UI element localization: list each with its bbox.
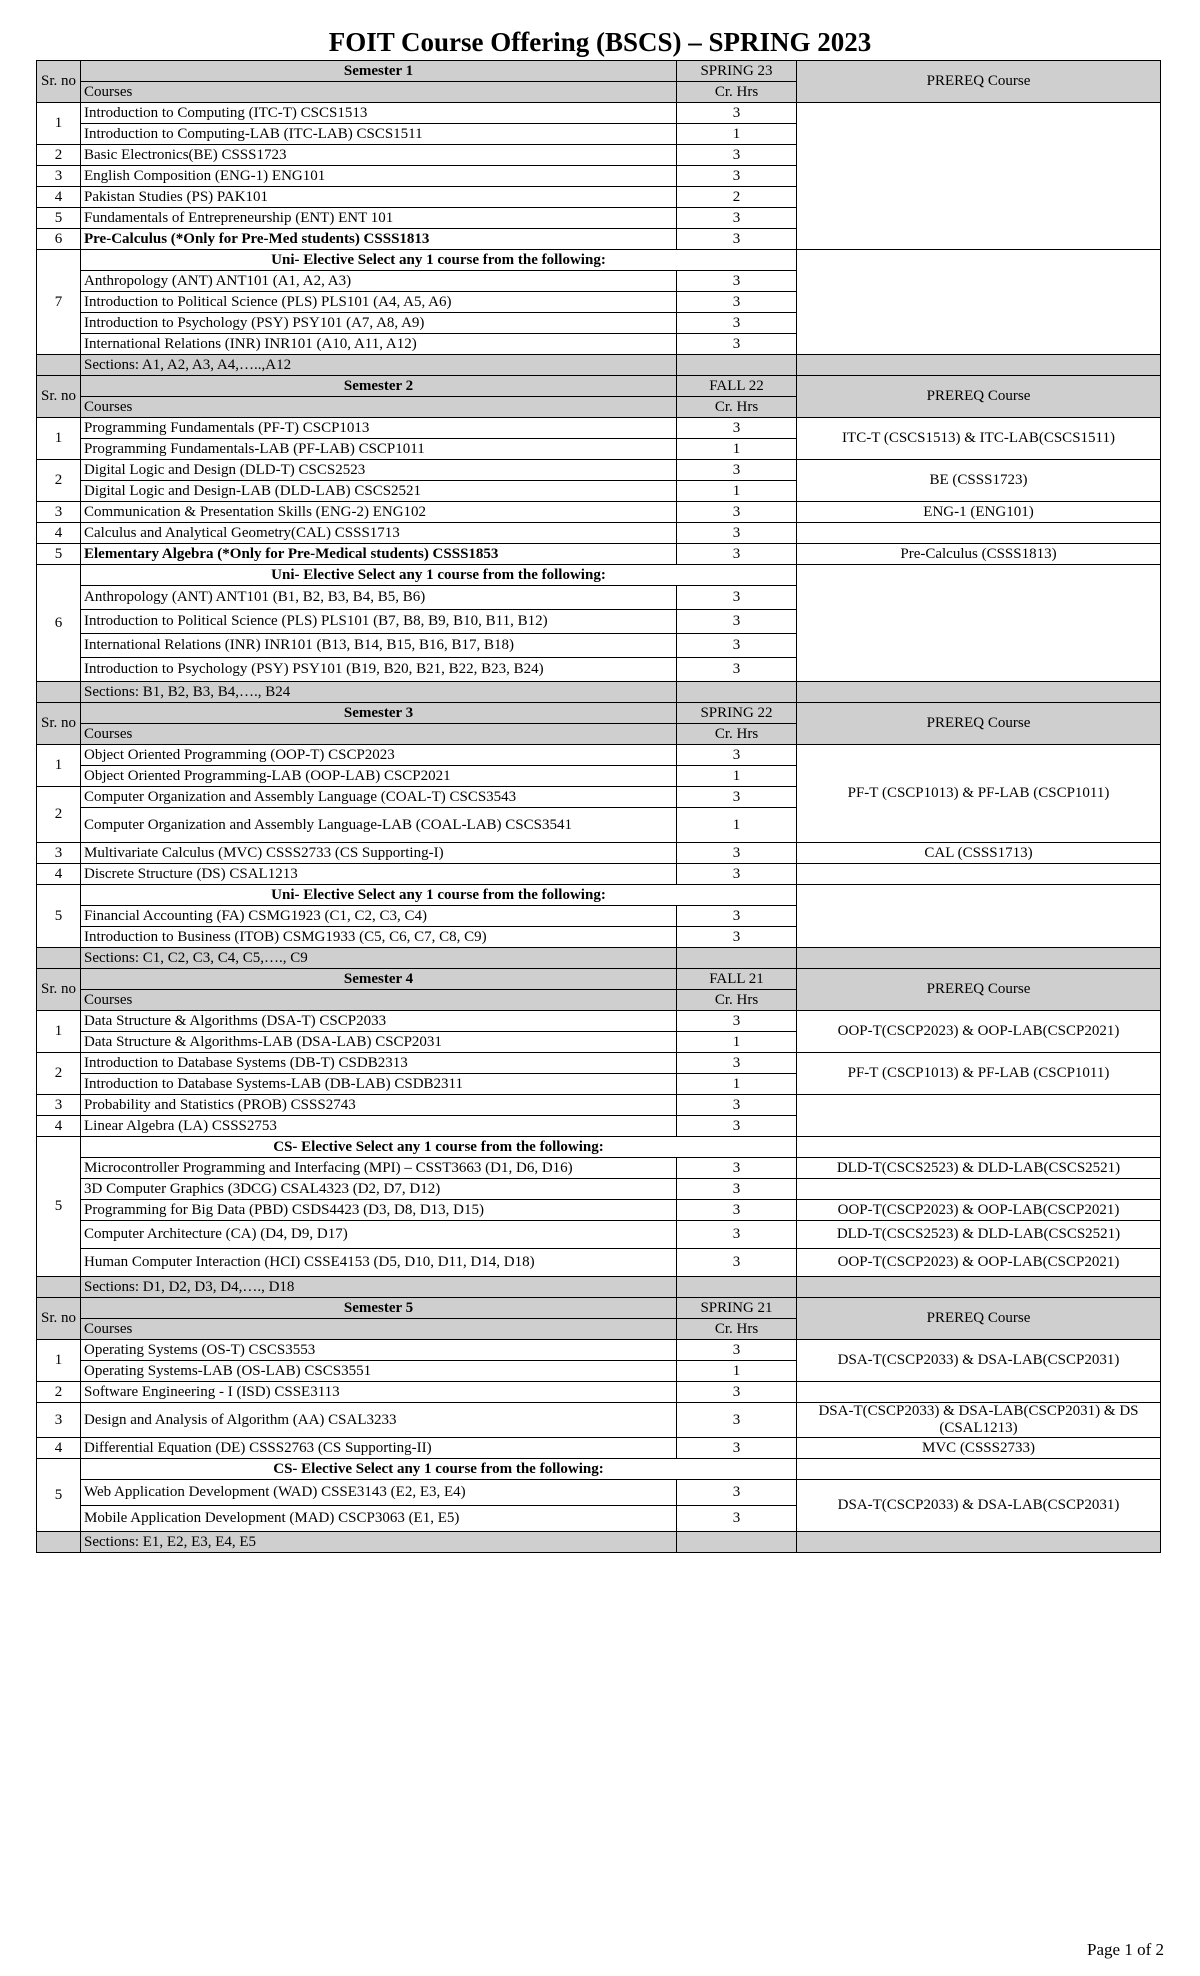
sections-label: Sections: D1, D2, D3, D4,…., D18 xyxy=(81,1277,677,1298)
credit-hours: 3 xyxy=(677,610,797,634)
prereq-cell xyxy=(797,1137,1161,1158)
credit-hours: 1 xyxy=(677,1032,797,1053)
sections-spacer xyxy=(797,355,1161,376)
sections-spacer xyxy=(677,948,797,969)
cr-hrs-header: Cr. Hrs xyxy=(677,82,797,103)
credit-hours: 3 xyxy=(677,1403,797,1438)
elective-course: Human Computer Interaction (HCI) CSSE4153 (D5, D10, D11, D14, D18) xyxy=(81,1249,677,1277)
course-name: Pre-Calculus (*Only for Pre-Med students) CSSS1813 xyxy=(81,229,677,250)
elective-course: Introduction to Business (ITOB) CSMG1933 (C5, C6, C7, C8, C9) xyxy=(81,927,677,948)
courses-header: Courses xyxy=(81,990,677,1011)
prereq-cell: PF-T (CSCP1013) & PF-LAB (CSCP1011) xyxy=(797,745,1161,843)
course-row xyxy=(37,745,1161,766)
courses-header: Courses xyxy=(81,397,677,418)
course-name: Introduction to Database Systems-LAB (DB-LAB) CSDB2311 xyxy=(81,1074,677,1095)
semester-title: Semester 3 xyxy=(81,703,677,724)
sections-label: Sections: E1, E2, E3, E4, E5 xyxy=(81,1532,677,1553)
course-name: Design and Analysis of Algorithm (AA) CSAL3233 xyxy=(81,1403,677,1438)
course-name: Operating Systems (OS-T) CSCS3553 xyxy=(81,1340,677,1361)
credit-hours: 3 xyxy=(677,229,797,250)
sr-no: 3 xyxy=(37,1095,81,1116)
credit-hours: 3 xyxy=(677,586,797,610)
course-name: Pakistan Studies (PS) PAK101 xyxy=(81,187,677,208)
sections-spacer xyxy=(677,355,797,376)
elective-course: International Relations (INR) INR101 (B13, B14, B15, B16, B17, B18) xyxy=(81,634,677,658)
prereq-cell: MVC (CSSS2733) xyxy=(797,1438,1161,1459)
credit-hours: 1 xyxy=(677,808,797,843)
course-name: Basic Electronics(BE) CSSS1723 xyxy=(81,145,677,166)
sections-spacer xyxy=(797,948,1161,969)
course-name: Object Oriented Programming-LAB (OOP-LAB) CSCP2021 xyxy=(81,766,677,787)
elective-heading: Uni- Elective Select any 1 course from the following: xyxy=(81,885,797,906)
sr-no: 4 xyxy=(37,864,81,885)
sr-no-header: Sr. no xyxy=(37,61,81,103)
course-name: Computer Organization and Assembly Language-LAB (COAL-LAB) CSCS3541 xyxy=(81,808,677,843)
course-row xyxy=(37,103,1161,124)
semester-title: Semester 1 xyxy=(81,61,677,82)
sr-no: 4 xyxy=(37,1438,81,1459)
credit-hours: 3 xyxy=(677,927,797,948)
semester-title: Semester 4 xyxy=(81,969,677,990)
course-name: Communication & Presentation Skills (ENG-2) ENG102 xyxy=(81,502,677,523)
elective-heading: Uni- Elective Select any 1 course from the following: xyxy=(81,250,797,271)
credit-hours: 3 xyxy=(677,1438,797,1459)
sections-spacer xyxy=(797,1532,1161,1553)
course-name: Elementary Algebra (*Only for Pre-Medical students) CSSS1853 xyxy=(81,544,677,565)
prereq-header: PREREQ Course xyxy=(797,1298,1161,1340)
course-row xyxy=(37,418,1161,439)
prereq-cell: DSA-T(CSCP2033) & DSA-LAB(CSCP2031) xyxy=(797,1480,1161,1532)
sections-row xyxy=(37,355,1161,376)
course-name: Introduction to Database Systems (DB-T) CSDB2313 xyxy=(81,1053,677,1074)
credit-hours: 3 xyxy=(677,544,797,565)
sections-spacer xyxy=(797,682,1161,703)
semester-term: SPRING 22 xyxy=(677,703,797,724)
elective-course: Introduction to Political Science (PLS) PLS101 (A4, A5, A6) xyxy=(81,292,677,313)
prereq-cell: OOP-T(CSCP2023) & OOP-LAB(CSCP2021) xyxy=(797,1011,1161,1053)
credit-hours: 3 xyxy=(677,843,797,864)
course-row xyxy=(37,1340,1161,1361)
sr-no: 6 xyxy=(37,565,81,682)
elective-course: Financial Accounting (FA) CSMG1923 (C1, C2, C3, C4) xyxy=(81,906,677,927)
sr-no: 3 xyxy=(37,502,81,523)
sections-spacer xyxy=(677,682,797,703)
credit-hours: 3 xyxy=(677,1158,797,1179)
cr-hrs-header: Cr. Hrs xyxy=(677,990,797,1011)
sr-no: 5 xyxy=(37,1459,81,1532)
prereq-cell: DSA-T(CSCP2033) & DSA-LAB(CSCP2031) & DS (CSAL1213) xyxy=(797,1403,1161,1438)
course-name: Programming Fundamentals-LAB (PF-LAB) CSCP1011 xyxy=(81,439,677,460)
sr-no: 2 xyxy=(37,787,81,843)
credit-hours: 3 xyxy=(677,313,797,334)
prereq-cell: OOP-T(CSCP2023) & OOP-LAB(CSCP2021) xyxy=(797,1249,1161,1277)
course-name: Digital Logic and Design (DLD-T) CSCS2523 xyxy=(81,460,677,481)
elective-heading-row xyxy=(37,885,1161,906)
credit-hours: 3 xyxy=(677,864,797,885)
elective-row xyxy=(37,1480,1161,1506)
elective-course: Introduction to Psychology (PSY) PSY101 (B19, B20, B21, B22, B23, B24) xyxy=(81,658,677,682)
course-name: Data Structure & Algorithms (DSA-T) CSCP2033 xyxy=(81,1011,677,1032)
course-name: Introduction to Computing-LAB (ITC-LAB) CSCS1511 xyxy=(81,124,677,145)
course-name: English Composition (ENG-1) ENG101 xyxy=(81,166,677,187)
elective-course: Introduction to Political Science (PLS) PLS101 (B7, B8, B9, B10, B11, B12) xyxy=(81,610,677,634)
course-row xyxy=(37,843,1161,864)
credit-hours: 3 xyxy=(677,1200,797,1221)
sr-no: 1 xyxy=(37,1011,81,1053)
course-name: Introduction to Computing (ITC-T) CSCS1513 xyxy=(81,103,677,124)
credit-hours: 3 xyxy=(677,1053,797,1074)
sections-spacer xyxy=(37,355,81,376)
credit-hours: 1 xyxy=(677,124,797,145)
sections-spacer xyxy=(37,1277,81,1298)
prereq-header: PREREQ Course xyxy=(797,61,1161,103)
elective-course: Programming for Big Data (PBD) CSDS4423 (D3, D8, D13, D15) xyxy=(81,1200,677,1221)
credit-hours: 3 xyxy=(677,334,797,355)
credit-hours: 3 xyxy=(677,418,797,439)
prereq-cell: DLD-T(CSCS2523) & DLD-LAB(CSCS2521) xyxy=(797,1221,1161,1249)
sr-no: 5 xyxy=(37,544,81,565)
prereq-cell xyxy=(797,1179,1161,1200)
sr-no: 3 xyxy=(37,166,81,187)
prereq-cell xyxy=(797,565,1161,682)
sr-no: 4 xyxy=(37,1116,81,1137)
credit-hours: 3 xyxy=(677,906,797,927)
elective-course: Web Application Development (WAD) CSSE3143 (E2, E3, E4) xyxy=(81,1480,677,1506)
course-name: Computer Organization and Assembly Language (COAL-T) CSCS3543 xyxy=(81,787,677,808)
sr-no: 4 xyxy=(37,523,81,544)
elective-course: Anthropology (ANT) ANT101 (A1, A2, A3) xyxy=(81,271,677,292)
prereq-cell: PF-T (CSCP1013) & PF-LAB (CSCP1011) xyxy=(797,1053,1161,1095)
course-row xyxy=(37,1382,1161,1403)
credit-hours: 3 xyxy=(677,1249,797,1277)
prereq-cell xyxy=(797,885,1161,948)
sr-no: 2 xyxy=(37,145,81,166)
sr-no: 1 xyxy=(37,418,81,460)
credit-hours: 3 xyxy=(677,460,797,481)
page-number: Page 1 of 2 xyxy=(1087,1940,1164,1959)
semester-header-row xyxy=(37,703,1161,724)
course-name: Discrete Structure (DS) CSAL1213 xyxy=(81,864,677,885)
elective-heading: CS- Elective Select any 1 course from the following: xyxy=(81,1459,797,1480)
sr-no: 5 xyxy=(37,208,81,229)
elective-row xyxy=(37,1249,1161,1277)
semester-term: SPRING 21 xyxy=(677,1298,797,1319)
course-row xyxy=(37,523,1161,544)
sr-no-header: Sr. no xyxy=(37,1298,81,1340)
elective-row xyxy=(37,1221,1161,1249)
credit-hours: 1 xyxy=(677,1361,797,1382)
sections-spacer xyxy=(37,682,81,703)
credit-hours: 1 xyxy=(677,481,797,502)
semester-title: Semester 5 xyxy=(81,1298,677,1319)
sr-no: 3 xyxy=(37,843,81,864)
credit-hours: 3 xyxy=(677,1179,797,1200)
credit-hours: 3 xyxy=(677,502,797,523)
sr-no: 1 xyxy=(37,745,81,787)
credit-hours: 3 xyxy=(677,1340,797,1361)
credit-hours: 3 xyxy=(677,658,797,682)
course-name: Operating Systems-LAB (OS-LAB) CSCS3551 xyxy=(81,1361,677,1382)
semester-header-row xyxy=(37,1298,1161,1319)
course-row xyxy=(37,1095,1161,1116)
credit-hours: 3 xyxy=(677,166,797,187)
sections-spacer xyxy=(677,1277,797,1298)
sr-no: 3 xyxy=(37,1403,81,1438)
semester-header-row xyxy=(37,61,1161,82)
sections-row xyxy=(37,1277,1161,1298)
credit-hours: 1 xyxy=(677,766,797,787)
prereq-header: PREREQ Course xyxy=(797,703,1161,745)
elective-course: 3D Computer Graphics (3DCG) CSAL4323 (D2, D7, D12) xyxy=(81,1179,677,1200)
credit-hours: 3 xyxy=(677,1221,797,1249)
course-name: Digital Logic and Design-LAB (DLD-LAB) CSCS2521 xyxy=(81,481,677,502)
prereq-cell: CAL (CSSS1713) xyxy=(797,843,1161,864)
course-offering-table xyxy=(36,60,1161,1553)
credit-hours: 3 xyxy=(677,1480,797,1506)
prereq-cell xyxy=(797,103,1161,250)
credit-hours: 1 xyxy=(677,439,797,460)
courses-header: Courses xyxy=(81,82,677,103)
sections-spacer xyxy=(677,1532,797,1553)
elective-course: Computer Architecture (CA) (D4, D9, D17) xyxy=(81,1221,677,1249)
sections-spacer xyxy=(37,1532,81,1553)
prereq-cell xyxy=(797,1095,1161,1137)
elective-heading: Uni- Elective Select any 1 course from the following: xyxy=(81,565,797,586)
course-row xyxy=(37,1403,1161,1438)
sr-no: 2 xyxy=(37,1053,81,1095)
sr-no: 6 xyxy=(37,229,81,250)
elective-course: Anthropology (ANT) ANT101 (B1, B2, B3, B4, B5, B6) xyxy=(81,586,677,610)
sr-no: 2 xyxy=(37,460,81,502)
semester-term: SPRING 23 xyxy=(677,61,797,82)
prereq-cell: BE (CSSS1723) xyxy=(797,460,1161,502)
credit-hours: 3 xyxy=(677,1116,797,1137)
credit-hours: 3 xyxy=(677,103,797,124)
prereq-cell xyxy=(797,1382,1161,1403)
sections-label: Sections: A1, A2, A3, A4,…..,A12 xyxy=(81,355,677,376)
prereq-cell xyxy=(797,523,1161,544)
sr-no: 1 xyxy=(37,103,81,145)
sections-row xyxy=(37,682,1161,703)
course-name: Calculus and Analytical Geometry(CAL) CSSS1713 xyxy=(81,523,677,544)
course-row xyxy=(37,544,1161,565)
prereq-cell: ENG-1 (ENG101) xyxy=(797,502,1161,523)
semester-title: Semester 2 xyxy=(81,376,677,397)
sr-no-header: Sr. no xyxy=(37,376,81,418)
sr-no-header: Sr. no xyxy=(37,969,81,1011)
course-name: Differential Equation (DE) CSSS2763 (CS Supporting-II) xyxy=(81,1438,677,1459)
courses-header: Courses xyxy=(81,1319,677,1340)
credit-hours: 3 xyxy=(677,271,797,292)
course-row xyxy=(37,502,1161,523)
course-name: Probability and Statistics (PROB) CSSS2743 xyxy=(81,1095,677,1116)
sr-no-header: Sr. no xyxy=(37,703,81,745)
credit-hours: 3 xyxy=(677,145,797,166)
document-title: FOIT Course Offering (BSCS) – SPRING 2023 xyxy=(328,27,872,57)
course-name: Object Oriented Programming (OOP-T) CSCP2023 xyxy=(81,745,677,766)
sections-row xyxy=(37,1532,1161,1553)
elective-course: Microcontroller Programming and Interfacing (MPI) – CSST3663 (D1, D6, D16) xyxy=(81,1158,677,1179)
sections-label: Sections: C1, C2, C3, C4, C5,…., C9 xyxy=(81,948,677,969)
cr-hrs-header: Cr. Hrs xyxy=(677,724,797,745)
sections-row xyxy=(37,948,1161,969)
elective-heading-row xyxy=(37,1137,1161,1158)
elective-row xyxy=(37,1179,1161,1200)
credit-hours: 3 xyxy=(677,1506,797,1532)
courses-header: Courses xyxy=(81,724,677,745)
course-name: Fundamentals of Entrepreneurship (ENT) ENT 101 xyxy=(81,208,677,229)
cr-hrs-header: Cr. Hrs xyxy=(677,397,797,418)
elective-course: International Relations (INR) INR101 (A10, A11, A12) xyxy=(81,334,677,355)
prereq-header: PREREQ Course xyxy=(797,376,1161,418)
sr-no: 7 xyxy=(37,250,81,355)
credit-hours: 3 xyxy=(677,1011,797,1032)
credit-hours: 3 xyxy=(677,787,797,808)
elective-heading-row xyxy=(37,250,1161,271)
elective-heading: CS- Elective Select any 1 course from the following: xyxy=(81,1137,797,1158)
prereq-cell xyxy=(797,1459,1161,1480)
prereq-cell: Pre-Calculus (CSSS1813) xyxy=(797,544,1161,565)
sr-no: 4 xyxy=(37,187,81,208)
course-row xyxy=(37,1438,1161,1459)
course-name: Linear Algebra (LA) CSSS2753 xyxy=(81,1116,677,1137)
course-name: Programming Fundamentals (PF-T) CSCP1013 xyxy=(81,418,677,439)
credit-hours: 3 xyxy=(677,1095,797,1116)
cr-hrs-header: Cr. Hrs xyxy=(677,1319,797,1340)
sections-label: Sections: B1, B2, B3, B4,…., B24 xyxy=(81,682,677,703)
sr-no: 5 xyxy=(37,885,81,948)
semester-term: FALL 22 xyxy=(677,376,797,397)
elective-course: Introduction to Psychology (PSY) PSY101 (A7, A8, A9) xyxy=(81,313,677,334)
credit-hours: 3 xyxy=(677,523,797,544)
semester-header-row xyxy=(37,969,1161,990)
prereq-cell: DSA-T(CSCP2033) & DSA-LAB(CSCP2031) xyxy=(797,1340,1161,1382)
credit-hours: 1 xyxy=(677,1074,797,1095)
prereq-cell: DLD-T(CSCS2523) & DLD-LAB(CSCS2521) xyxy=(797,1158,1161,1179)
course-row xyxy=(37,864,1161,885)
prereq-cell: ITC-T (CSCS1513) & ITC-LAB(CSCS1511) xyxy=(797,418,1161,460)
course-name: Multivariate Calculus (MVC) CSSS2733 (CS Supporting-I) xyxy=(81,843,677,864)
course-name: Software Engineering - I (ISD) CSSE3113 xyxy=(81,1382,677,1403)
sections-spacer xyxy=(37,948,81,969)
credit-hours: 2 xyxy=(677,187,797,208)
course-name: Data Structure & Algorithms-LAB (DSA-LAB) CSCP2031 xyxy=(81,1032,677,1053)
prereq-header: PREREQ Course xyxy=(797,969,1161,1011)
credit-hours: 3 xyxy=(677,292,797,313)
credit-hours: 3 xyxy=(677,634,797,658)
prereq-cell xyxy=(797,250,1161,355)
sr-no: 2 xyxy=(37,1382,81,1403)
prereq-cell: OOP-T(CSCP2023) & OOP-LAB(CSCP2021) xyxy=(797,1200,1161,1221)
credit-hours: 3 xyxy=(677,208,797,229)
sections-spacer xyxy=(797,1277,1161,1298)
sr-no: 5 xyxy=(37,1137,81,1277)
elective-row xyxy=(37,1158,1161,1179)
credit-hours: 3 xyxy=(677,745,797,766)
course-row xyxy=(37,460,1161,481)
semester-term: FALL 21 xyxy=(677,969,797,990)
semester-header-row xyxy=(37,376,1161,397)
elective-heading-row xyxy=(37,1459,1161,1480)
prereq-cell xyxy=(797,864,1161,885)
course-row xyxy=(37,1053,1161,1074)
elective-row xyxy=(37,1200,1161,1221)
elective-heading-row xyxy=(37,565,1161,586)
sr-no: 1 xyxy=(37,1340,81,1382)
credit-hours: 3 xyxy=(677,1382,797,1403)
course-row xyxy=(37,1011,1161,1032)
elective-course: Mobile Application Development (MAD) CSCP3063 (E1, E5) xyxy=(81,1506,677,1532)
